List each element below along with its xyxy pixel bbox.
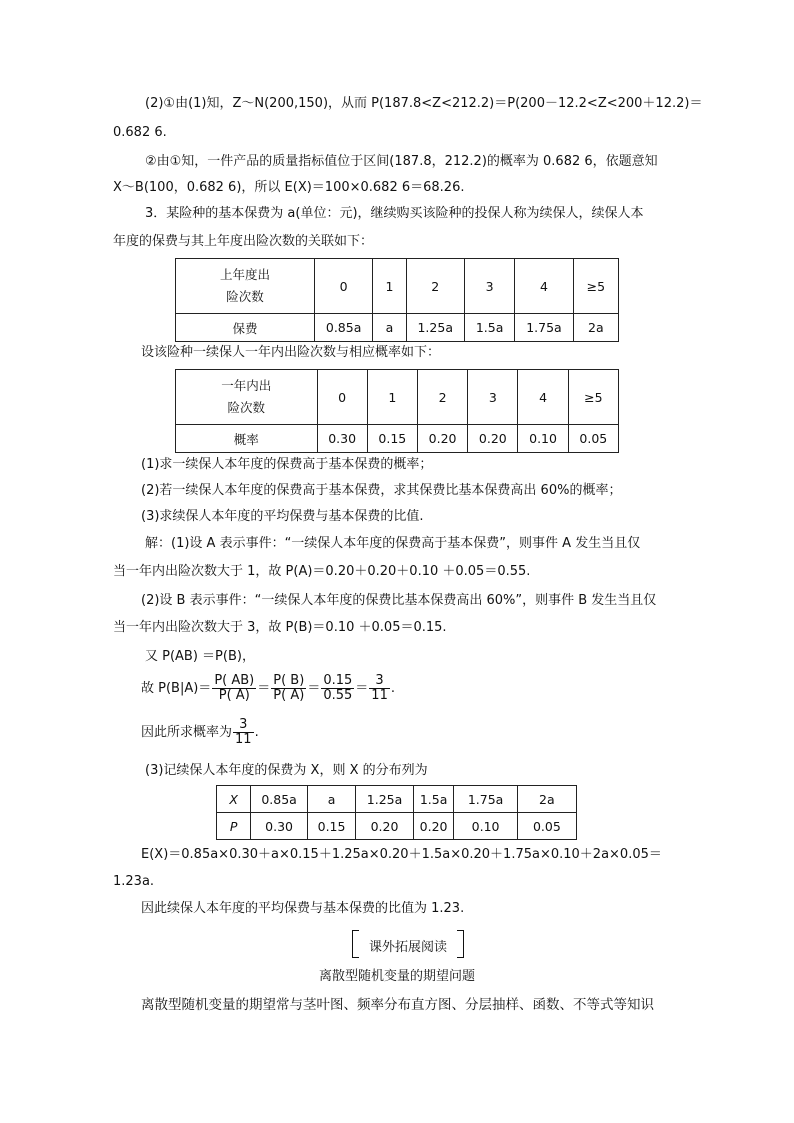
premium-cell: 1.75a bbox=[515, 314, 573, 342]
distribution-table bbox=[216, 785, 577, 840]
p-value-cell: 0.30 bbox=[251, 813, 307, 840]
problem3-line2: 年度的保费与其上年度出险次数的关联如下： bbox=[113, 234, 374, 249]
probability-cell: 0.20 bbox=[468, 425, 518, 453]
solution-2-line2: 当一年内出险次数大于 3，故 P(B)＝0.10 ＋0.05＝0.15. bbox=[113, 620, 447, 635]
solution-3-line1: (3)记续保人本年度的保费为 X，则 X 的分布列为 bbox=[145, 763, 428, 778]
count-cell: 3 bbox=[468, 370, 518, 425]
premium-cell: 0.85a bbox=[314, 314, 372, 342]
probability-row-label: 概率 bbox=[176, 425, 318, 453]
p-row-label: P bbox=[217, 813, 251, 840]
x-value-cell: 1.75a bbox=[454, 786, 517, 813]
solution-2-line3: 又 P(AB) ＝P(B)， bbox=[145, 649, 255, 664]
p-value-cell: 0.20 bbox=[413, 813, 454, 840]
between-tables-text: 设该险种一续保人一年内出险次数与相应概率如下： bbox=[141, 345, 441, 360]
count-cell: ≥5 bbox=[573, 259, 618, 314]
count-cell: 4 bbox=[518, 370, 568, 425]
part2-line3: ②由①知，一件产品的质量指标值位于区间(187.8，212.2)的概率为 0.682 6，依题意知 bbox=[145, 154, 658, 169]
premium-cell: a bbox=[373, 314, 406, 342]
fraction: $\frac{3}{11}$ bbox=[371, 673, 388, 703]
conclusion-text: 因此续保人本年度的平均保费与基本保费的比值为 1.23. bbox=[141, 901, 465, 916]
p-value-cell: 0.15 bbox=[307, 813, 355, 840]
expectation-line1: E(X)＝0.85a×0.30＋a×0.15＋1.25a×0.20＋1.5a×0.20＋1.75a×0.10＋2a×0.05＝ bbox=[141, 847, 662, 862]
count-cell: 2 bbox=[406, 259, 464, 314]
count-cell: 4 bbox=[515, 259, 573, 314]
probability-table-header: 一年内出 险次数 bbox=[176, 370, 318, 425]
premium-cell: 1.5a bbox=[464, 314, 514, 342]
premium-row-label: 保费 bbox=[176, 314, 315, 342]
p-value-cell: 0.05 bbox=[517, 813, 576, 840]
probability-cell: 0.30 bbox=[317, 425, 367, 453]
fraction: $\frac{P( AB)}{P( A)}$ bbox=[214, 673, 255, 703]
premium-table bbox=[175, 258, 619, 342]
fraction: $\frac{0.15}{0.55}$ bbox=[323, 673, 353, 703]
count-cell: 1 bbox=[373, 259, 406, 314]
solution-2-answer: 因此所求概率为 $\frac{3}{11}$ . bbox=[141, 717, 259, 747]
count-cell: 1 bbox=[367, 370, 417, 425]
premium-cell: 1.25a bbox=[406, 314, 464, 342]
count-cell: 0 bbox=[314, 259, 372, 314]
x-row-label: X bbox=[217, 786, 251, 813]
probability-table bbox=[175, 369, 619, 453]
question-2: (2)若一续保人本年度的保费高于基本保费，求其保费比基本保费高出 60%的概率； bbox=[141, 483, 622, 498]
solution-1-line1: 解：(1)设 A 表示事件：“一续保人本年度的保费高于基本保费”，则事件 A 发生当且仅 bbox=[145, 536, 641, 551]
probability-cell: 0.05 bbox=[568, 425, 618, 453]
x-value-cell: 1.5a bbox=[413, 786, 454, 813]
problem3-line1: 3．某险种的基本保费为 a(单位：元)，继续购买该险种的投保人称为续保人，续保人本 bbox=[145, 206, 644, 221]
part2-line2: 0.682 6. bbox=[113, 125, 167, 140]
premium-table-header: 上年度出 险次数 bbox=[176, 259, 315, 314]
part2-line4: X～B(100，0.682 6)，所以 E(X)＝100×0.682 6＝68.26. bbox=[113, 180, 465, 195]
section-intro: 离散型随机变量的期望常与茎叶图、频率分布直方图、分层抽样、函数、不等式等知识 bbox=[141, 997, 654, 1013]
x-value-cell: a bbox=[307, 786, 355, 813]
section-box-title bbox=[352, 930, 464, 958]
right-bracket bbox=[457, 930, 464, 958]
solution-1-line2: 当一年内出险次数大于 1，故 P(A)＝0.20＋0.20＋0.10 ＋0.05＝0.55. bbox=[113, 564, 531, 579]
fraction: $\frac{3}{11}$ bbox=[235, 717, 252, 747]
x-value-cell: 2a bbox=[517, 786, 576, 813]
p-value-cell: 0.10 bbox=[454, 813, 517, 840]
count-cell: ≥5 bbox=[568, 370, 618, 425]
section-subtitle: 离散型随机变量的期望问题 bbox=[318, 969, 475, 984]
probability-cell: 0.15 bbox=[367, 425, 417, 453]
box-title-text: 课外拓展阅读 bbox=[368, 940, 447, 955]
question-1: (1)求一续保人本年度的保费高于基本保费的概率； bbox=[141, 457, 433, 472]
conditional-probability-formula: 故 P(B|A)＝ $\frac{P( AB)}{P( A)}$ ＝ $\frac{P( B)}{P( A)}$ ＝ $\frac{0.15}{0.55}$ ＝ $\frac{3}{11}$ . bbox=[141, 673, 395, 703]
fraction: $\frac{P( B)}{P( A)}$ bbox=[273, 673, 305, 703]
premium-cell: 2a bbox=[573, 314, 618, 342]
x-value-cell: 1.25a bbox=[356, 786, 413, 813]
question-3: (3)求续保人本年度的平均保费与基本保费的比值. bbox=[141, 509, 424, 524]
solution-2-line1: (2)设 B 表示事件：“一续保人本年度的保费比基本保费高出 60%”，则事件 B 发生当且仅 bbox=[141, 593, 657, 608]
count-cell: 2 bbox=[417, 370, 467, 425]
count-cell: 0 bbox=[317, 370, 367, 425]
probability-cell: 0.20 bbox=[417, 425, 467, 453]
expectation-line2: 1.23a. bbox=[113, 874, 155, 889]
part2-line1: (2)①由(1)知，Z～N(200,150)，从而 P(187.8<Z<212.2)＝P(200－12.2<Z<200＋12.2)＝ bbox=[145, 96, 703, 111]
x-value-cell: 0.85a bbox=[251, 786, 307, 813]
count-cell: 3 bbox=[464, 259, 514, 314]
probability-cell: 0.10 bbox=[518, 425, 568, 453]
p-value-cell: 0.20 bbox=[356, 813, 413, 840]
